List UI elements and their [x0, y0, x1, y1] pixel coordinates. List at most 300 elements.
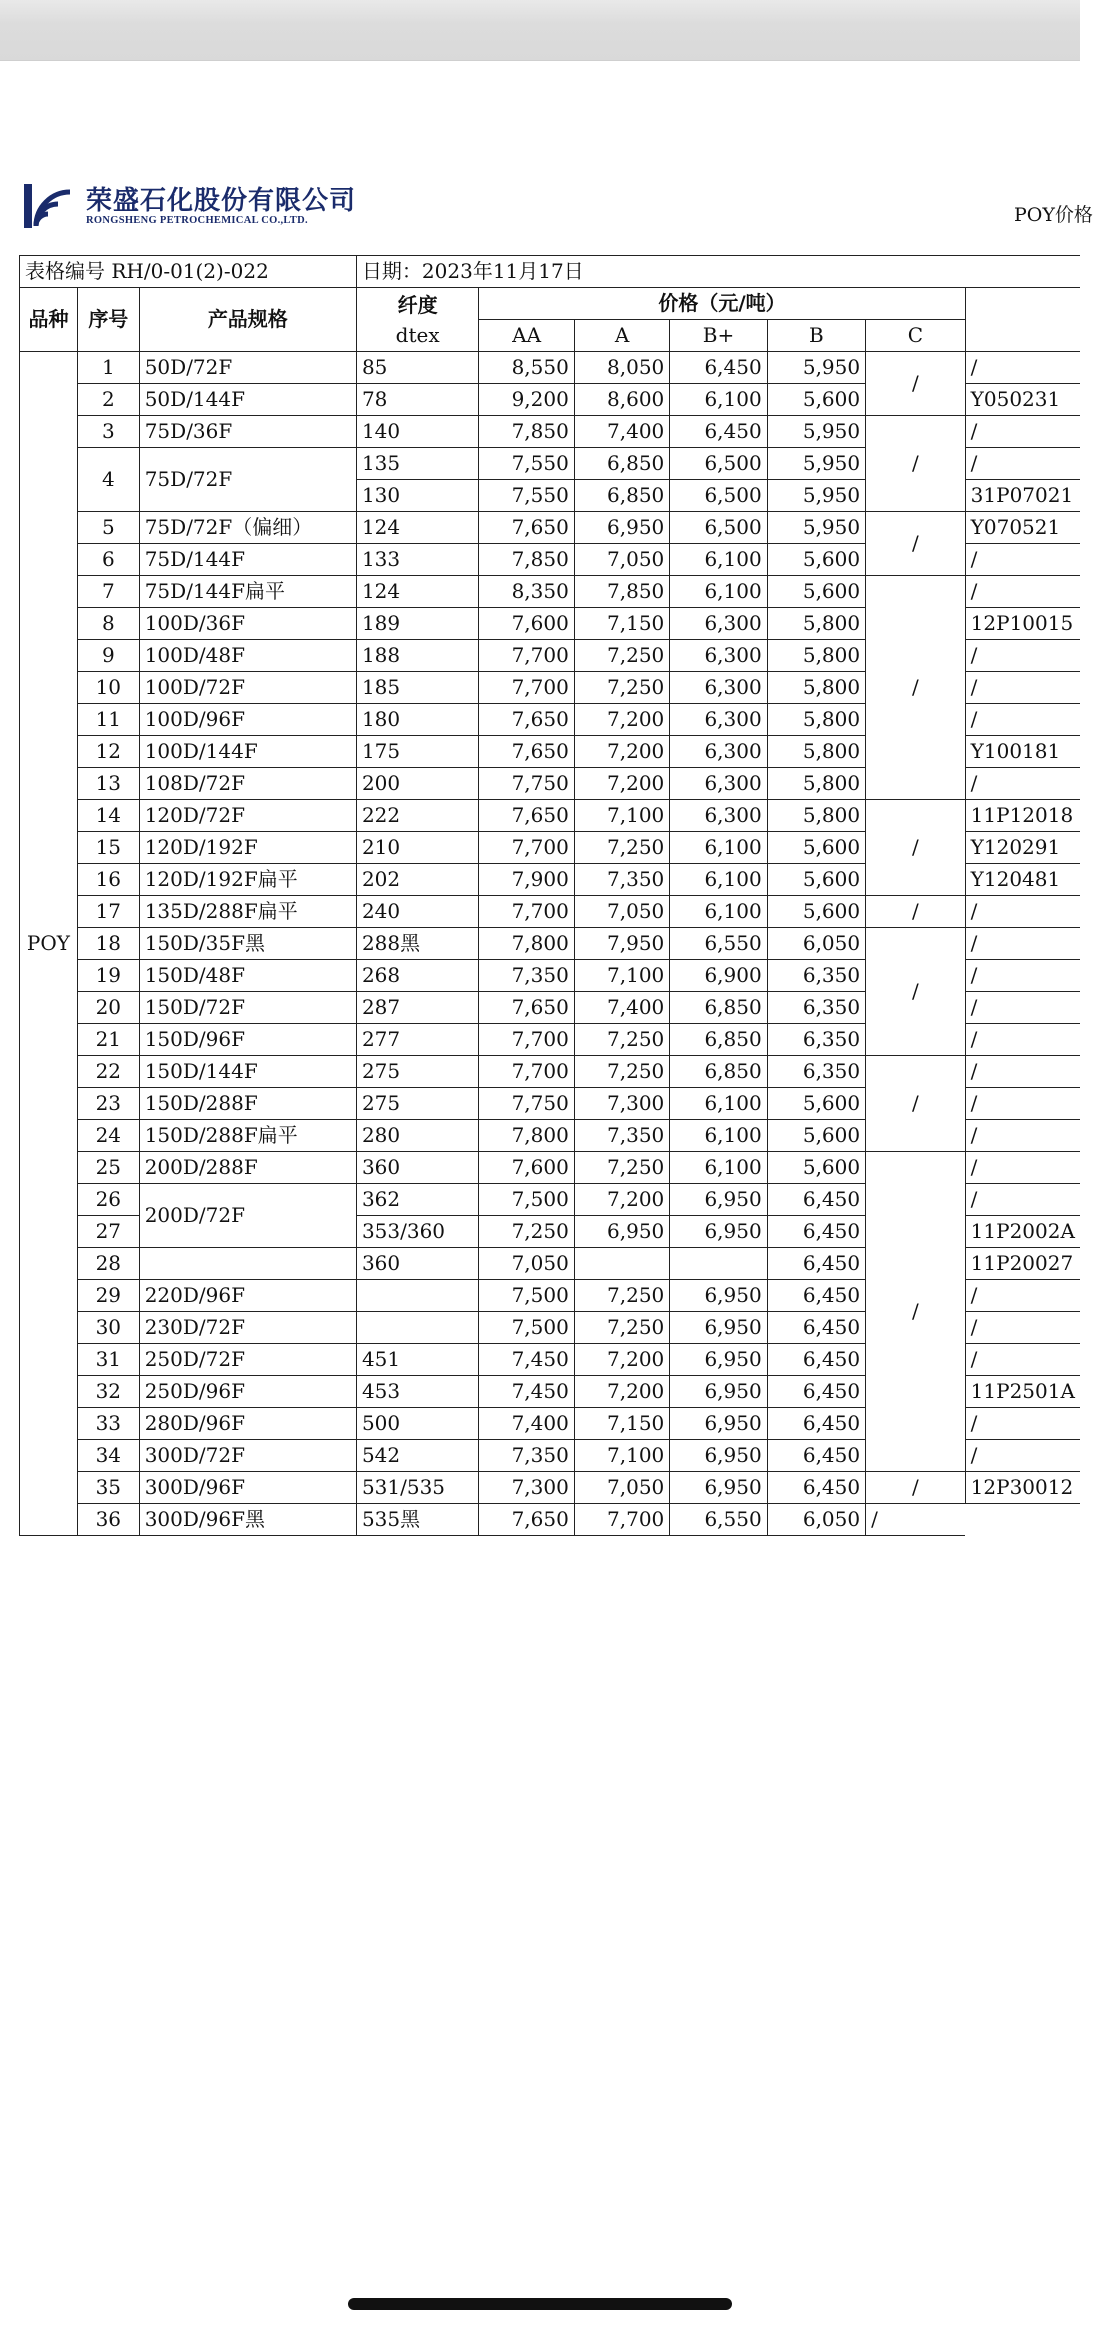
- price-b-cell: 5,950: [767, 416, 865, 448]
- col-fineness-label: 纤度: [397, 292, 438, 317]
- code-cell: 31P07021: [965, 480, 1080, 512]
- price-a-cell: 7,350: [574, 864, 669, 896]
- price-b-cell: 5,950: [767, 352, 865, 384]
- seq-cell: 20: [77, 992, 139, 1024]
- price-a-cell: 7,250: [574, 1056, 669, 1088]
- price-a-cell: 6,850: [574, 480, 669, 512]
- price-a-cell: 7,150: [574, 1408, 669, 1440]
- seq-cell: 19: [77, 960, 139, 992]
- price-aa-cell: 7,900: [479, 864, 574, 896]
- price-aa-cell: 7,700: [479, 1056, 574, 1088]
- price-c-cell: /: [866, 1152, 966, 1472]
- price-bplus-cell: 6,300: [670, 640, 767, 672]
- table-row: [20, 1056, 1081, 1088]
- code-cell: /: [965, 768, 1080, 800]
- price-bplus-cell: 6,300: [670, 672, 767, 704]
- code-cell: /: [965, 960, 1080, 992]
- company-logo: [22, 178, 356, 234]
- price-aa-cell: 7,800: [479, 1120, 574, 1152]
- fineness-cell: 542: [356, 1440, 478, 1472]
- price-a-cell: 7,200: [574, 1184, 669, 1216]
- price-a-cell: 7,200: [574, 736, 669, 768]
- seq-cell: 27: [77, 1216, 139, 1248]
- code-cell: 11P2002A: [965, 1216, 1080, 1248]
- seq-cell: 36: [77, 1504, 139, 1536]
- spec-cell: 230D/72F: [139, 1312, 356, 1344]
- price-b-cell: 6,350: [767, 1056, 865, 1088]
- table-row: [20, 576, 1081, 608]
- spec-cell: 120D/192F: [139, 832, 356, 864]
- code-cell: 11P12018: [965, 800, 1080, 832]
- fineness-cell: 531/535: [356, 1472, 478, 1504]
- price-c-cell: /: [866, 576, 966, 800]
- price-b-cell: 6,450: [767, 1184, 865, 1216]
- code-cell: /: [965, 992, 1080, 1024]
- col-grade-a: A: [574, 320, 669, 352]
- price-c-cell: /: [866, 352, 966, 416]
- variety-cell: POY: [20, 352, 78, 1536]
- spec-cell: 100D/144F: [139, 736, 356, 768]
- price-bplus-cell: 6,850: [670, 1056, 767, 1088]
- price-b-cell: 6,350: [767, 992, 865, 1024]
- spec-cell: 50D/144F: [139, 384, 356, 416]
- seq-cell: 35: [77, 1472, 139, 1504]
- spec-cell: 120D/72F: [139, 800, 356, 832]
- price-c-cell: /: [866, 1472, 966, 1504]
- code-cell: /: [965, 1344, 1080, 1376]
- fineness-cell: 188: [356, 640, 478, 672]
- spec-cell: 75D/144F扁平: [139, 576, 356, 608]
- price-a-cell: 7,950: [574, 928, 669, 960]
- seq-cell: 3: [77, 416, 139, 448]
- price-b-cell: 6,450: [767, 1248, 865, 1280]
- seq-cell: 28: [77, 1248, 139, 1280]
- price-a-cell: 8,050: [574, 352, 669, 384]
- spec-cell: 100D/96F: [139, 704, 356, 736]
- seq-cell: 25: [77, 1152, 139, 1184]
- spec-cell: 150D/288F: [139, 1088, 356, 1120]
- price-c-cell: /: [866, 416, 966, 512]
- code-cell: /: [965, 672, 1080, 704]
- price-aa-cell: 7,650: [479, 512, 574, 544]
- price-a-cell: 7,250: [574, 1312, 669, 1344]
- spec-cell: 75D/72F: [139, 448, 356, 512]
- logo-mark-icon: [22, 178, 78, 234]
- form-date: 日期：2023年11月17日: [356, 256, 1080, 288]
- price-bplus-cell: 6,950: [670, 1408, 767, 1440]
- price-a-cell: 7,050: [574, 896, 669, 928]
- fineness-cell: 268: [356, 960, 478, 992]
- company-name-en: RONGSHENG PETROCHEMICAL CO.,LTD.: [86, 214, 308, 226]
- code-cell: /: [965, 576, 1080, 608]
- spec-cell: 100D/36F: [139, 608, 356, 640]
- code-cell: /: [965, 1184, 1080, 1216]
- seq-cell: 34: [77, 1440, 139, 1472]
- price-a-cell: 7,400: [574, 416, 669, 448]
- seq-cell: 1: [77, 352, 139, 384]
- price-aa-cell: 7,300: [479, 1472, 574, 1504]
- price-b-cell: 6,450: [767, 1280, 865, 1312]
- code-cell: 12P30012: [965, 1472, 1080, 1504]
- seq-cell: 8: [77, 608, 139, 640]
- price-aa-cell: 7,850: [479, 544, 574, 576]
- price-b-cell: 5,600: [767, 1152, 865, 1184]
- price-aa-cell: 7,650: [479, 800, 574, 832]
- code-cell: /: [965, 416, 1080, 448]
- fineness-cell: 135: [356, 448, 478, 480]
- price-aa-cell: 7,500: [479, 1280, 574, 1312]
- price-aa-cell: 7,550: [479, 480, 574, 512]
- price-c-cell: /: [866, 928, 966, 1056]
- fineness-cell: 189: [356, 608, 478, 640]
- price-b-cell: 6,450: [767, 1312, 865, 1344]
- fineness-cell: 133: [356, 544, 478, 576]
- price-a-cell: 7,100: [574, 800, 669, 832]
- seq-cell: 16: [77, 864, 139, 896]
- price-b-cell: 5,800: [767, 768, 865, 800]
- table-row: [20, 1472, 1081, 1504]
- price-b-cell: 5,800: [767, 704, 865, 736]
- code-cell: /: [965, 1408, 1080, 1440]
- fineness-cell: [356, 1312, 478, 1344]
- table-row: [20, 800, 1081, 832]
- seq-cell: 13: [77, 768, 139, 800]
- price-a-cell: 7,200: [574, 704, 669, 736]
- fineness-cell: 222: [356, 800, 478, 832]
- spec-cell: 150D/288F扁平: [139, 1120, 356, 1152]
- price-bplus-cell: 6,300: [670, 800, 767, 832]
- price-a-cell: 7,700: [574, 1504, 669, 1536]
- col-fineness-unit: dtex: [395, 322, 440, 347]
- code-cell: Y120291: [965, 832, 1080, 864]
- seq-cell: 6: [77, 544, 139, 576]
- table-row: [20, 352, 1081, 384]
- seq-cell: 12: [77, 736, 139, 768]
- price-bplus-cell: 6,550: [670, 928, 767, 960]
- spec-cell: 100D/48F: [139, 640, 356, 672]
- price-b-cell: 5,800: [767, 736, 865, 768]
- price-a-cell: 7,200: [574, 768, 669, 800]
- code-cell: /: [965, 352, 1080, 384]
- price-a-cell: 7,250: [574, 832, 669, 864]
- spec-cell: 150D/144F: [139, 1056, 356, 1088]
- col-code: [965, 288, 1080, 352]
- code-cell: /: [965, 1024, 1080, 1056]
- price-bplus-cell: 6,100: [670, 1120, 767, 1152]
- spec-cell: 150D/72F: [139, 992, 356, 1024]
- code-cell: 11P20027: [965, 1248, 1080, 1280]
- seq-cell: 21: [77, 1024, 139, 1056]
- price-b-cell: 5,950: [767, 480, 865, 512]
- price-b-cell: 5,600: [767, 576, 865, 608]
- price-a-cell: 7,400: [574, 992, 669, 1024]
- price-aa-cell: 7,600: [479, 608, 574, 640]
- seq-cell: 33: [77, 1408, 139, 1440]
- price-a-cell: 7,250: [574, 1152, 669, 1184]
- code-cell: Y120481: [965, 864, 1080, 896]
- price-bplus-cell: 6,850: [670, 992, 767, 1024]
- table-row: [20, 416, 1081, 448]
- price-bplus-cell: 6,950: [670, 1216, 767, 1248]
- seq-cell: 5: [77, 512, 139, 544]
- price-c-cell: /: [866, 800, 966, 896]
- spec-cell: 150D/48F: [139, 960, 356, 992]
- price-aa-cell: 7,800: [479, 928, 574, 960]
- home-indicator[interactable]: [348, 2298, 732, 2310]
- spec-cell: 150D/35F黑: [139, 928, 356, 960]
- price-a-cell: 7,250: [574, 640, 669, 672]
- seq-cell: 4: [77, 448, 139, 512]
- price-a-cell: 7,350: [574, 1120, 669, 1152]
- fineness-cell: 275: [356, 1056, 478, 1088]
- price-a-cell: 7,250: [574, 1280, 669, 1312]
- price-a-cell: 7,100: [574, 960, 669, 992]
- fineness-cell: 360: [356, 1248, 478, 1280]
- spec-cell: 300D/96F: [139, 1472, 356, 1504]
- price-bplus-cell: 6,500: [670, 480, 767, 512]
- price-a-cell: 7,100: [574, 1440, 669, 1472]
- spec-cell: 200D/72F: [139, 1184, 356, 1248]
- code-cell: /: [965, 1088, 1080, 1120]
- seq-cell: 24: [77, 1120, 139, 1152]
- spec-cell: 108D/72F: [139, 768, 356, 800]
- price-bplus-cell: 6,950: [670, 1312, 767, 1344]
- code-cell: /: [965, 544, 1080, 576]
- form-number: 表格编号 RH/0-01(2)-022: [20, 256, 357, 288]
- seq-cell: 17: [77, 896, 139, 928]
- price-a-cell: 7,050: [574, 1472, 669, 1504]
- price-a-cell: [574, 1248, 669, 1280]
- seq-cell: 22: [77, 1056, 139, 1088]
- fineness-cell: 175: [356, 736, 478, 768]
- code-cell: /: [965, 1280, 1080, 1312]
- seq-cell: 9: [77, 640, 139, 672]
- price-b-cell: 5,600: [767, 544, 865, 576]
- fineness-cell: 288黑: [356, 928, 478, 960]
- fineness-cell: 140: [356, 416, 478, 448]
- price-b-cell: 6,450: [767, 1440, 865, 1472]
- spec-cell: 135D/288F扁平: [139, 896, 356, 928]
- col-grade-bplus: B+: [670, 320, 767, 352]
- price-bplus-cell: 6,900: [670, 960, 767, 992]
- fineness-cell: 353/360: [356, 1216, 478, 1248]
- price-aa-cell: 7,250: [479, 1216, 574, 1248]
- price-bplus-cell: 6,100: [670, 832, 767, 864]
- fineness-cell: 500: [356, 1408, 478, 1440]
- col-spec: 产品规格: [139, 288, 356, 352]
- price-a-cell: 8,600: [574, 384, 669, 416]
- table-row: [20, 896, 1081, 928]
- seq-cell: 18: [77, 928, 139, 960]
- price-aa-cell: 7,650: [479, 704, 574, 736]
- spec-cell: 50D/72F: [139, 352, 356, 384]
- spec-cell: [139, 1248, 356, 1280]
- price-a-cell: 7,850: [574, 576, 669, 608]
- price-aa-cell: 7,700: [479, 896, 574, 928]
- fineness-cell: 180: [356, 704, 478, 736]
- price-table: [19, 255, 1080, 1536]
- price-a-cell: 7,250: [574, 672, 669, 704]
- browser-top-bar: [0, 0, 1080, 61]
- price-bplus-cell: 6,100: [670, 384, 767, 416]
- price-b-cell: 5,600: [767, 1120, 865, 1152]
- fineness-cell: 287: [356, 992, 478, 1024]
- seq-cell: 7: [77, 576, 139, 608]
- price-aa-cell: 7,700: [479, 640, 574, 672]
- price-bplus-cell: 6,500: [670, 512, 767, 544]
- fineness-cell: 185: [356, 672, 478, 704]
- col-grade-aa: AA: [479, 320, 574, 352]
- fineness-cell: 78: [356, 384, 478, 416]
- fineness-cell: 362: [356, 1184, 478, 1216]
- fineness-cell: 202: [356, 864, 478, 896]
- price-aa-cell: 9,200: [479, 384, 574, 416]
- price-a-cell: 7,300: [574, 1088, 669, 1120]
- price-b-cell: 6,450: [767, 1472, 865, 1504]
- price-aa-cell: 7,550: [479, 448, 574, 480]
- price-bplus-cell: 6,100: [670, 864, 767, 896]
- price-bplus-cell: 6,950: [670, 1344, 767, 1376]
- code-cell: /: [965, 1152, 1080, 1184]
- price-b-cell: 5,600: [767, 1088, 865, 1120]
- fineness-cell: 130: [356, 480, 478, 512]
- price-aa-cell: 7,400: [479, 1408, 574, 1440]
- fineness-cell: 451: [356, 1344, 478, 1376]
- code-cell: /: [965, 896, 1080, 928]
- seq-cell: 2: [77, 384, 139, 416]
- spec-cell: 280D/96F: [139, 1408, 356, 1440]
- price-bplus-cell: 6,100: [670, 1088, 767, 1120]
- price-aa-cell: 7,450: [479, 1344, 574, 1376]
- price-bplus-cell: 6,500: [670, 448, 767, 480]
- price-aa-cell: 7,650: [479, 992, 574, 1024]
- price-bplus-cell: 6,950: [670, 1472, 767, 1504]
- code-cell: /: [965, 704, 1080, 736]
- price-a-cell: 6,850: [574, 448, 669, 480]
- price-aa-cell: 7,750: [479, 768, 574, 800]
- col-variety: 品种: [20, 288, 78, 352]
- fineness-cell: 535黑: [356, 1504, 478, 1536]
- fineness-cell: 453: [356, 1376, 478, 1408]
- code-cell: 11P2501A: [965, 1376, 1080, 1408]
- code-cell: /: [965, 1120, 1080, 1152]
- price-aa-cell: 7,700: [479, 832, 574, 864]
- price-aa-cell: 7,350: [479, 1440, 574, 1472]
- fineness-cell: 124: [356, 576, 478, 608]
- col-grade-b: B: [767, 320, 865, 352]
- code-cell: /: [965, 1056, 1080, 1088]
- price-aa-cell: 7,700: [479, 1024, 574, 1056]
- price-b-cell: 5,600: [767, 896, 865, 928]
- seq-cell: 11: [77, 704, 139, 736]
- spec-cell: 300D/72F: [139, 1440, 356, 1472]
- seq-cell: 23: [77, 1088, 139, 1120]
- price-aa-cell: 7,350: [479, 960, 574, 992]
- fineness-cell: 280: [356, 1120, 478, 1152]
- price-aa-cell: 7,650: [479, 736, 574, 768]
- seq-cell: 14: [77, 800, 139, 832]
- price-bplus-cell: 6,950: [670, 1184, 767, 1216]
- col-price: 价格（元/吨）: [479, 288, 965, 320]
- code-cell: Y050231: [965, 384, 1080, 416]
- price-c-cell: /: [866, 896, 966, 928]
- fineness-cell: 124: [356, 512, 478, 544]
- seq-cell: 31: [77, 1344, 139, 1376]
- fineness-cell: 210: [356, 832, 478, 864]
- code-cell: /: [965, 928, 1080, 960]
- price-b-cell: 6,450: [767, 1216, 865, 1248]
- company-name-cn: 荣盛石化股份有限公司: [86, 185, 357, 216]
- price-c-cell: /: [866, 1056, 966, 1152]
- spec-cell: 250D/96F: [139, 1376, 356, 1408]
- code-cell: /: [965, 640, 1080, 672]
- spec-cell: 120D/192F扁平: [139, 864, 356, 896]
- seq-cell: 10: [77, 672, 139, 704]
- spec-cell: 100D/72F: [139, 672, 356, 704]
- fineness-cell: 200: [356, 768, 478, 800]
- price-aa-cell: 7,850: [479, 416, 574, 448]
- price-b-cell: 5,600: [767, 832, 865, 864]
- spec-cell: 75D/144F: [139, 544, 356, 576]
- table-row: [20, 1504, 1081, 1536]
- price-b-cell: 5,950: [767, 512, 865, 544]
- price-a-cell: 6,950: [574, 512, 669, 544]
- spec-cell: 220D/96F: [139, 1280, 356, 1312]
- spec-cell: 300D/96F黑: [139, 1504, 356, 1536]
- code-cell: /: [965, 448, 1080, 480]
- price-aa-cell: 8,350: [479, 576, 574, 608]
- price-b-cell: 6,350: [767, 960, 865, 992]
- price-bplus-cell: [670, 1248, 767, 1280]
- price-a-cell: 7,250: [574, 1024, 669, 1056]
- price-b-cell: 6,050: [767, 928, 865, 960]
- price-a-cell: 7,050: [574, 544, 669, 576]
- price-bplus-cell: 6,450: [670, 416, 767, 448]
- price-bplus-cell: 6,300: [670, 768, 767, 800]
- spec-cell: 150D/96F: [139, 1024, 356, 1056]
- price-a-cell: 7,200: [574, 1376, 669, 1408]
- price-aa-cell: 7,500: [479, 1312, 574, 1344]
- price-aa-cell: 7,450: [479, 1376, 574, 1408]
- price-b-cell: 6,450: [767, 1344, 865, 1376]
- code-cell: 12P10015: [965, 608, 1080, 640]
- form-info-row: [20, 256, 1081, 288]
- price-aa-cell: 7,050: [479, 1248, 574, 1280]
- price-bplus-cell: 6,100: [670, 544, 767, 576]
- price-b-cell: 5,600: [767, 384, 865, 416]
- seq-cell: 15: [77, 832, 139, 864]
- price-b-cell: 6,450: [767, 1376, 865, 1408]
- code-cell: Y100181: [965, 736, 1080, 768]
- price-bplus-cell: 6,950: [670, 1280, 767, 1312]
- price-bplus-cell: 6,450: [670, 352, 767, 384]
- code-cell: /: [866, 1504, 966, 1536]
- price-b-cell: 5,800: [767, 800, 865, 832]
- fineness-cell: 240: [356, 896, 478, 928]
- price-bplus-cell: 6,300: [670, 704, 767, 736]
- price-aa-cell: 7,750: [479, 1088, 574, 1120]
- page-title: POY价格: [1014, 204, 1093, 226]
- spec-cell: 75D/36F: [139, 416, 356, 448]
- price-bplus-cell: 6,550: [670, 1504, 767, 1536]
- seq-cell: 32: [77, 1376, 139, 1408]
- code-cell: /: [965, 1312, 1080, 1344]
- price-aa-cell: 7,650: [479, 1504, 574, 1536]
- price-a-cell: 7,150: [574, 608, 669, 640]
- seq-cell: 29: [77, 1280, 139, 1312]
- price-b-cell: 5,800: [767, 640, 865, 672]
- table-row: [20, 928, 1081, 960]
